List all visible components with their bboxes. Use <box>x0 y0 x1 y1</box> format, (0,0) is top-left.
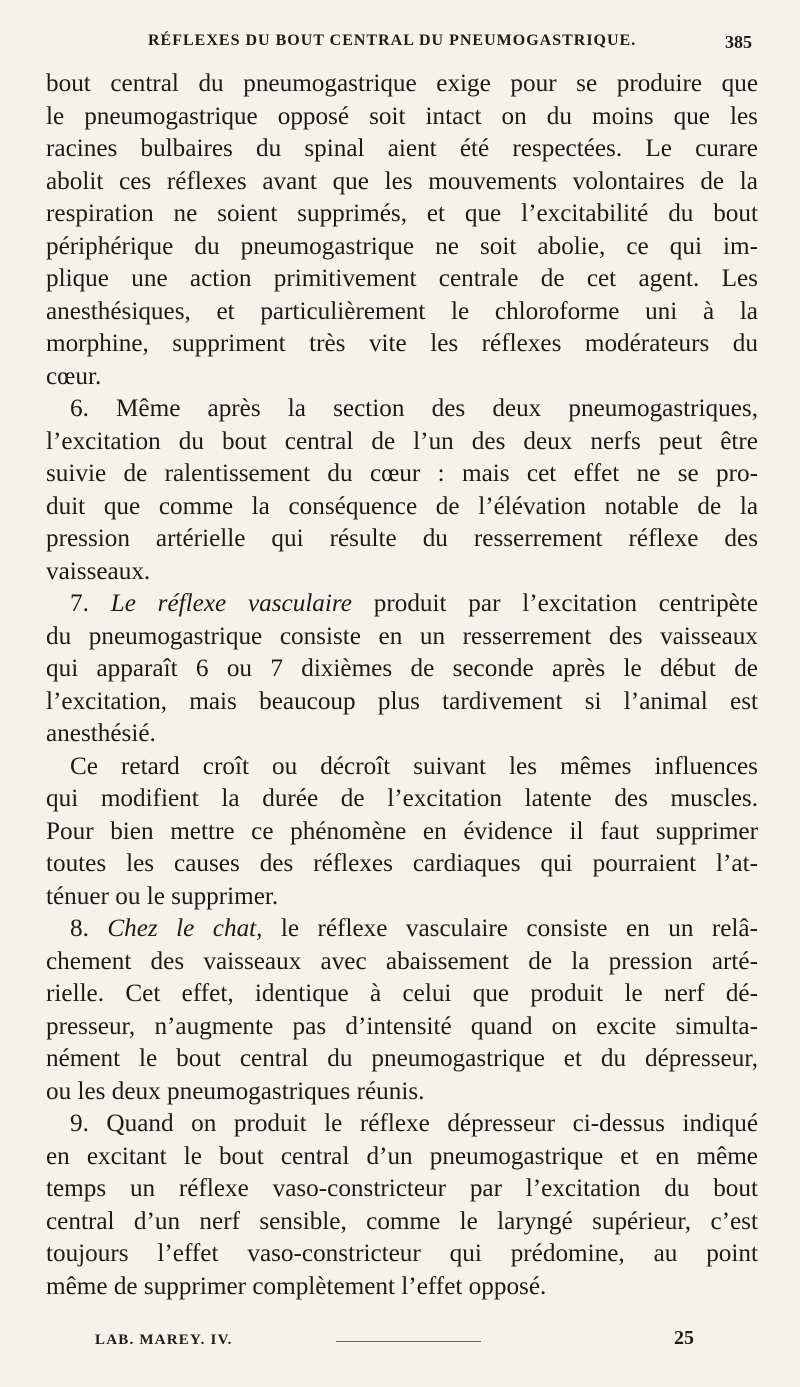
page-footer <box>0 1327 800 1359</box>
text-line: abolit ces réflexes avant que les mouvements volontaires de la <box>46 167 758 195</box>
text-fragment: le réflexe vasculaire consiste en un relâ- <box>280 915 758 942</box>
paragraph-continuation <box>46 68 758 393</box>
paragraph-8 <box>46 913 758 1108</box>
text-line: 9. Quand on produit le réflexe dépresseur ci-dessus indiqué <box>70 1110 758 1137</box>
text-line: toutes les causes des réflexes cardiaques qui pourraient l’at- <box>46 850 758 877</box>
text-line: nément le bout central du pneumogastrique et du dépresseur, <box>46 1045 758 1072</box>
printer-signature: LAB. MAREY. IV. <box>95 1332 233 1348</box>
text-line: en excitant le bout central d’un pneumogastrique et en même <box>46 1142 758 1170</box>
text-line: du pneumogastrique consiste en un resserrement des vaisseaux <box>46 622 758 650</box>
text-line: Ce retard croît ou décroît suivant les mêmes influences <box>70 752 758 780</box>
folio-number: 25 <box>674 1327 694 1349</box>
paragraph-9 <box>46 1108 758 1303</box>
text-line: respiration ne soient supprimés, et que l’excitabilité du bout <box>46 200 758 227</box>
text-line: duit que comme la conséquence de l’élévation notable de la <box>46 492 758 520</box>
text-line: ou les deux pneumogastriques réunis. <box>46 1077 425 1105</box>
text-line: chement des vaisseaux avec abaissement de la pression arté- <box>46 947 758 975</box>
text-line: pression artérielle qui résulte du resserrement réflexe des <box>46 525 758 552</box>
text-fragment: produit par l’excitation centripète <box>373 590 759 617</box>
running-title: RÉFLEXES DU BOUT CENTRAL DU PNEUMOGASTRIQUE. <box>148 32 637 49</box>
text-line: plique une action primitivement centrale de cet agent. Les <box>46 265 758 292</box>
text-line: l’excitation du bout central de l’un des deux nerfs peut être <box>46 427 758 455</box>
italic-heading: Chez le chat, <box>107 915 263 942</box>
text-line: anesthésiques, et particulièrement le chloroforme uni à la <box>46 297 758 325</box>
text-line: ténuer ou le supprimer. <box>46 882 279 910</box>
paragraph-number: 8. <box>70 915 89 942</box>
text-line: vaisseaux. <box>46 557 151 585</box>
text-line: toujours l’effet vaso-constricteur qui prédomine, au point <box>46 1240 758 1267</box>
text-line: qui apparaît 6 ou 7 dixièmes de seconde après le début de <box>46 655 758 682</box>
paragraph-6 <box>46 393 758 588</box>
text-line: même de supprimer complètement l’effet opposé. <box>46 1272 547 1300</box>
footer-rule <box>336 1341 481 1342</box>
text-line: le pneumogastrique opposé soit intact on du moins que les <box>46 102 758 130</box>
text-line: temps un réflexe vaso-constricteur par l’excitation du bout <box>46 1175 758 1202</box>
text-line <box>46 588 758 621</box>
page-number: 385 <box>725 32 752 52</box>
text-line: l’excitation, mais beaucoup plus tardivement si l’animal est <box>46 687 758 715</box>
paragraph-7 <box>46 588 758 751</box>
paragraph-number: 7. <box>70 590 89 617</box>
text-line: 6. Même après la section des deux pneumogastriques, <box>70 395 758 422</box>
text-line: bout central du pneumogastrique exige pour se produire que <box>46 70 758 97</box>
text-line: Pour bien mettre ce phénomène en évidence il faut supprimer <box>46 817 758 845</box>
text-line: racines bulbaires du spinal aient été respectées. Le curare <box>46 135 758 162</box>
text-line: suivie de ralentissement du cœur : mais cet effet ne se pro- <box>46 460 758 487</box>
text-line: presseur, n’augmente pas d’intensité quand on excite simulta- <box>46 1012 758 1040</box>
text-line: périphérique du pneumogastrique ne soit abolie, ce qui im- <box>46 232 758 260</box>
text-line: rielle. Cet effet, identique à celui que produit le nerf dé- <box>46 980 758 1007</box>
text-line: qui modifient la durée de l’excitation latente des muscles. <box>46 785 758 812</box>
text-line: anesthésié. <box>46 720 156 747</box>
running-head <box>0 30 800 60</box>
text-line <box>46 913 758 946</box>
text-line: morphine, suppriment très vite les réflexes modérateurs du <box>46 330 758 357</box>
body-text <box>46 68 758 1303</box>
text-line: central d’un nerf sensible, comme le laryngé supérieur, c’est <box>46 1207 758 1235</box>
italic-heading: Le réflexe vasculaire <box>110 590 352 617</box>
text-line: cœur. <box>46 362 102 390</box>
paragraph-retard <box>46 751 758 914</box>
